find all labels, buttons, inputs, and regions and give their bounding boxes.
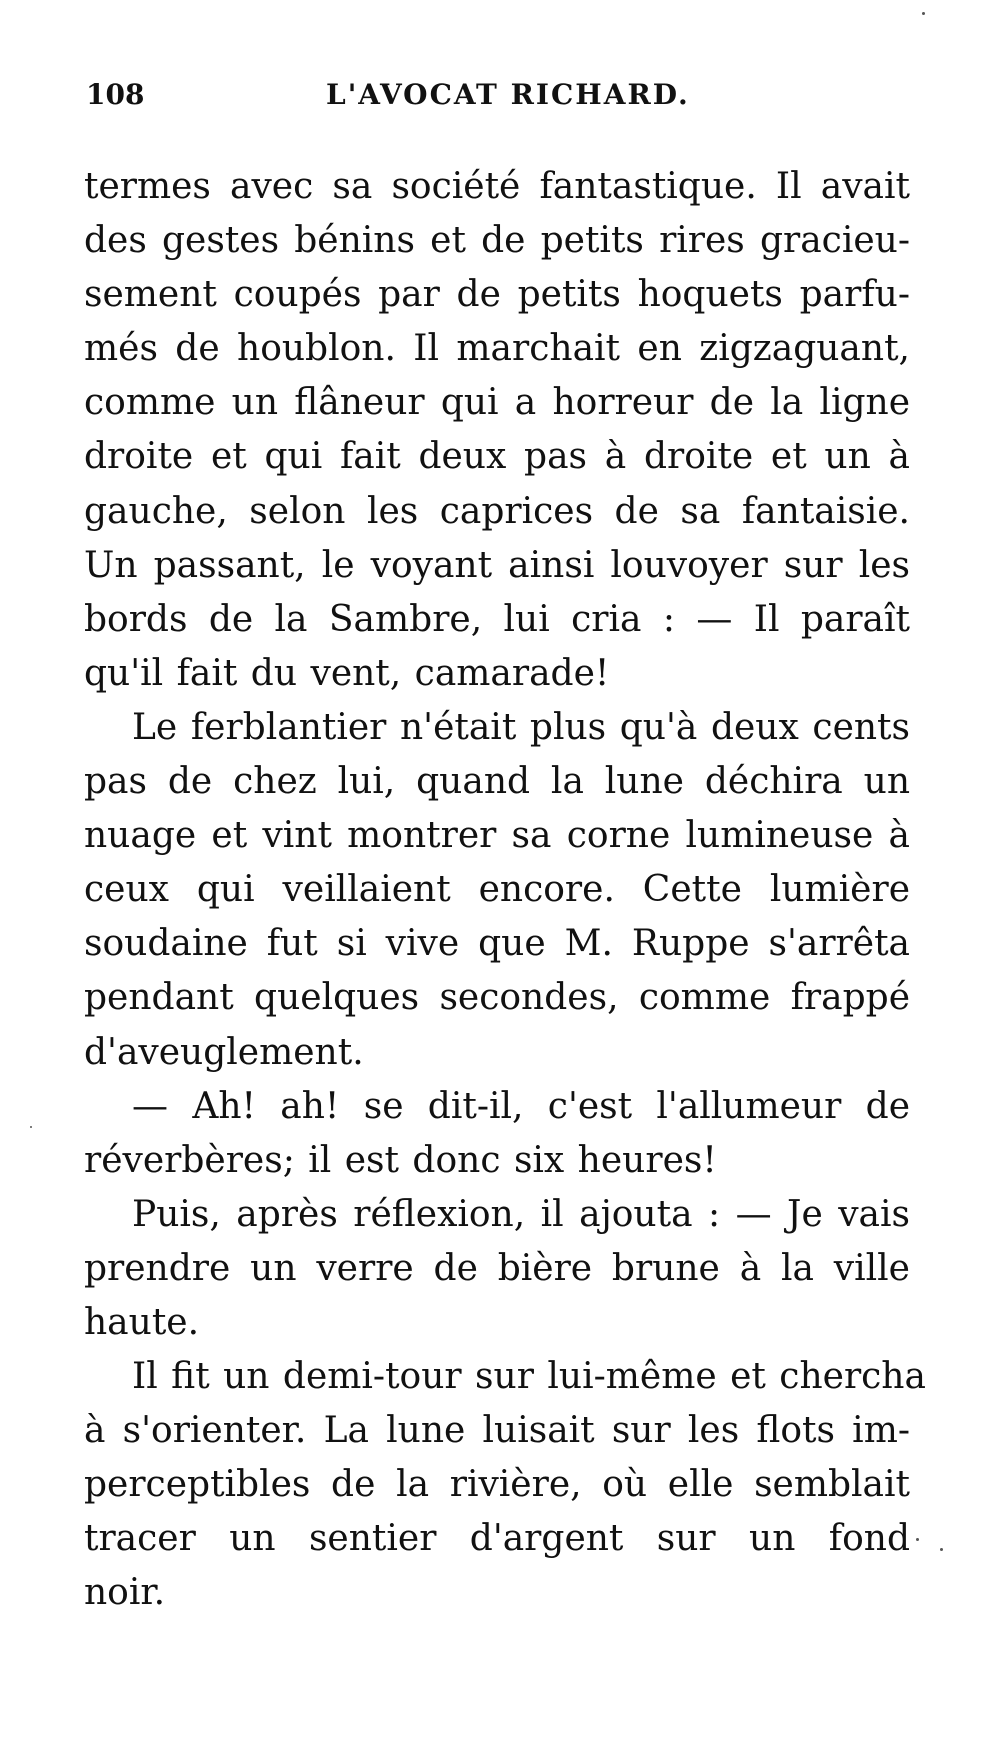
text-line: Il fit un demi-tour sur lui-même et chercha (132, 1356, 926, 1398)
text-line: qu'il fait du vent, camarade! (84, 652, 610, 694)
text-line: noir. (84, 1572, 166, 1614)
text-line: termes avec sa société fantastique. Il avait (84, 166, 910, 207)
text-line: sement coupés par de petits hoquets parfu- (84, 274, 910, 316)
scan-speck (922, 12, 925, 15)
text-line: d'aveuglement. (84, 1031, 364, 1073)
text-line: droite et qui fait deux pas à droite et un à (84, 436, 910, 478)
text-line: soudaine fut si vive que M. Ruppe s'arrêta (84, 923, 910, 965)
text-line: nuage et vint montrer sa corne lumineuse à (84, 815, 910, 857)
text-line: comme un flâneur qui a horreur de la ligne (84, 382, 910, 424)
body-text (84, 160, 926, 1621)
text-line: bords de la Sambre, lui cria : — Il paraît (84, 598, 910, 640)
text-line: prendre un verre de bière brune à la ville (84, 1247, 910, 1289)
running-title: L'AVOCAT RICHARD. (326, 78, 690, 111)
text-line: haute. (84, 1301, 200, 1343)
scan-speck (30, 1126, 32, 1128)
text-line: Le ferblantier n'était plus qu'à deux cents (132, 706, 910, 748)
text-line: gauche, selon les caprices de sa fantaisie. (84, 490, 910, 532)
text-line: pendant quelques secondes, comme frappé (84, 977, 910, 1019)
text-line: ceux qui veillaient encore. Cette lumière (84, 869, 910, 911)
page-number: 108 (86, 78, 145, 111)
text-line: Un passant, le voyant ainsi louvoyer sur les (84, 544, 910, 586)
text-line: pas de chez lui, quand la lune déchira un (84, 761, 910, 803)
scan-speck (916, 1538, 919, 1541)
running-head (86, 78, 906, 118)
text-line: réverbères; il est donc six heures! (84, 1139, 717, 1181)
scan-speck (940, 1548, 943, 1551)
text-line: tracer un sentier d'argent sur un fond (84, 1518, 910, 1560)
text-line: perceptibles de la rivière, où elle semblait (84, 1464, 910, 1506)
text-line: més de houblon. Il marchait en zigzaguant, (84, 328, 910, 370)
text-line: — Ah! ah! se dit-il, c'est l'allumeur de (132, 1085, 910, 1127)
text-line: Puis, après réflexion, il ajouta : — Je vais (132, 1193, 910, 1235)
text-line: des gestes bénins et de petits rires gracieu- (84, 220, 910, 262)
text-line: à s'orienter. La lune luisait sur les flots im- (84, 1410, 910, 1452)
